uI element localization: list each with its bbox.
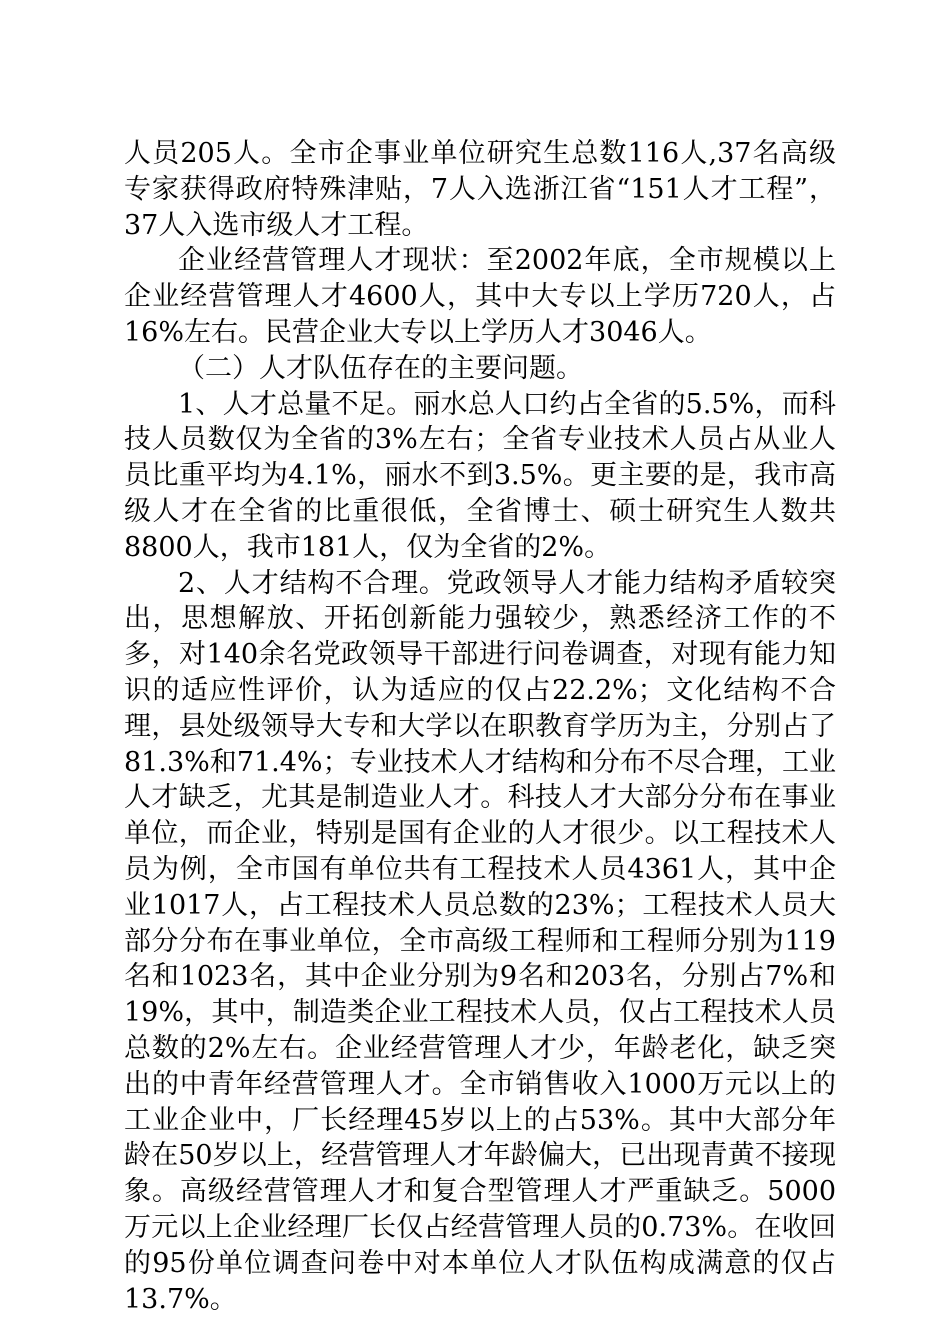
paragraph-3: 1、人才总量不足。丽水总人口约占全省的5.5%，而科技人员数仅为全省的3%左右；全省专业技术人员占从业人员比重平均为4.1%，丽水不到3.5%。更主要的是，我市高级人才在全省的比重很低，全省博士、硕士研究生人数共8800人，我市181人，仅为全省的2%。 [124, 388, 836, 563]
paragraph-1: 人员205人。全市企事业单位研究生总数116人,37名高级专家获得政府特殊津贴，7人入选浙江省“151人才工程”，37人入选市级人才工程。 [124, 138, 836, 241]
paragraph-4: 2、人才结构不合理。党政领导人才能力结构矛盾较突出，思想解放、开拓创新能力强较少，熟悉经济工作的不多，对140余名党政领导干部进行问卷调查，对现有能力知识的适应性评价，认为适应的仅占22.2%；文化结构不合理，县处级领导大专和大学以在职教育学历为主，分别占了81.3%和71.4%；专业技术人才结构和分布不尽合理，工业人才缺乏，尤其是制造业人才。科技人才大部分分布在事业单位，而企业，特别是国有企业的人才很少。以工程技术人员为例，全市国有单位共有工程技术人员4361人，其中企业1017人，占工程技术人员总数的23%；工程技术人员大部分分布在事业单位，全市高级工程师和工程师分别为119名和1023名，其中企业分别为9名和203名，分别占7%和19%，其中，制造类企业工程技术人员，仅占工程技术人员总数的2%左右。企业经营管理人才少，年龄老化，缺乏突出的中青年经营管理人才。全市销售收入1000万元以上的工业企业中，厂长经理45岁以上的占53%。其中大部分年龄在50岁以上，经营管理人才年龄偏大，已出现青黄不接现象。高级经营管理人才和复合型管理人才严重缺乏。5000万元以上企业经理厂长仅占经营管理人员的0.73%。在收回的95份单位调查问卷中对本单位人才队伍构成满意的仅占13.7%。 [124, 567, 836, 1315]
section-heading: （二）人才队伍存在的主要问题。 [178, 352, 583, 384]
document-page [124, 136, 836, 1317]
paragraph-2: 企业经营管理人才现状：至2002年底，全市规模以上企业经营管理人才4600人，其中大专以上学历720人，占16%左右。民营企业大专以上学历人才3046人。 [124, 245, 836, 348]
